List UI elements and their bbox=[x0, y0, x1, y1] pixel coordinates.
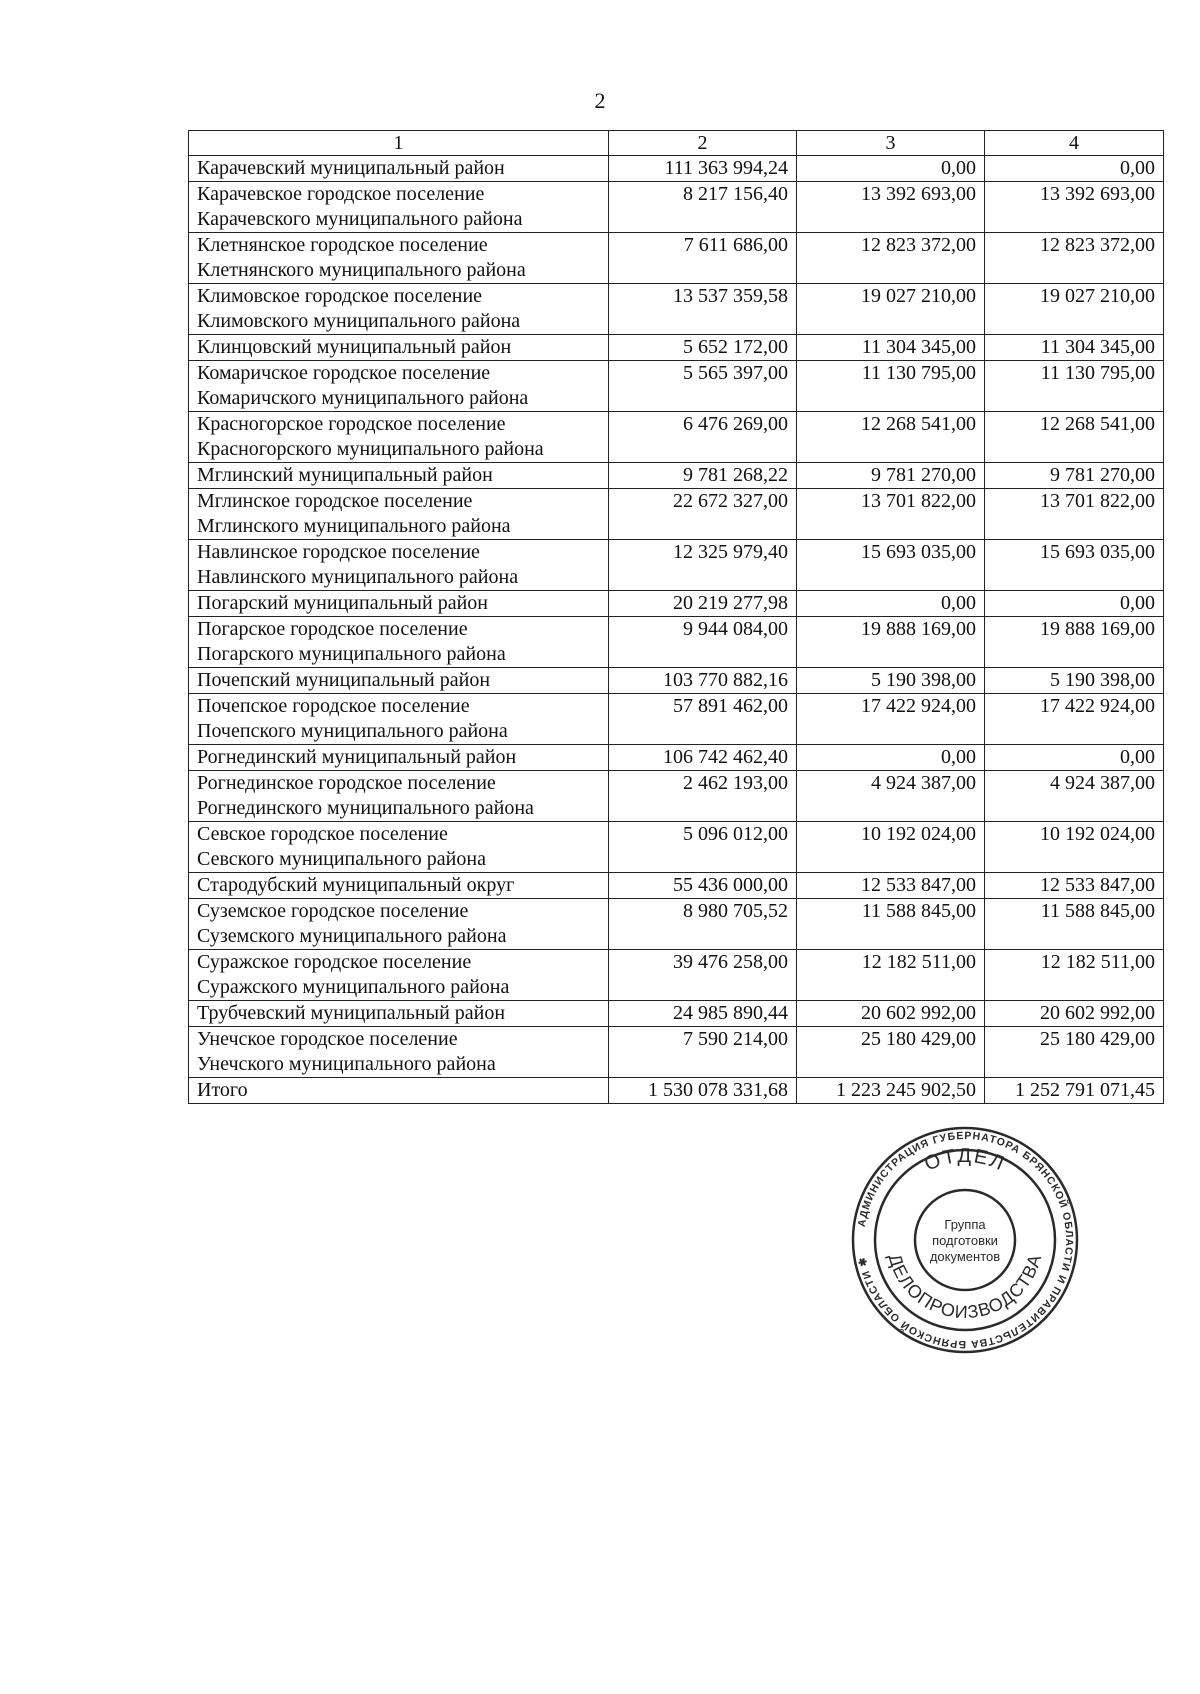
row-value-c4: 19 027 210,00 bbox=[985, 284, 1164, 335]
row-name-line: Рогнединский муниципальный район bbox=[197, 746, 517, 768]
table-row bbox=[189, 156, 1164, 182]
row-name-cell bbox=[189, 489, 609, 540]
row-name-cell bbox=[189, 694, 609, 745]
row-name-cell bbox=[189, 745, 609, 771]
row-value-c3: 10 192 024,00 bbox=[797, 822, 985, 873]
total-column-3: 1 223 245 902,50 bbox=[797, 1078, 985, 1104]
table-row bbox=[189, 1027, 1164, 1078]
row-name-line: Суражское городское поселение bbox=[197, 951, 472, 973]
stamp-department-text: ОТДЕЛ bbox=[921, 1144, 1009, 1176]
row-value-c2: 20 219 277,98 bbox=[609, 591, 797, 617]
row-name-cell bbox=[189, 463, 609, 489]
table-row bbox=[189, 771, 1164, 822]
row-value-c3: 5 190 398,00 bbox=[797, 668, 985, 694]
row-name-cell bbox=[189, 335, 609, 361]
row-value-c2: 9 944 084,00 bbox=[609, 617, 797, 668]
row-value-c4: 11 304 345,00 bbox=[985, 335, 1164, 361]
row-name-line: Карачевский муниципальный район bbox=[197, 157, 505, 179]
table-row bbox=[189, 361, 1164, 412]
row-value-c3: 0,00 bbox=[797, 745, 985, 771]
row-name-line: Климовского муниципального района bbox=[197, 310, 521, 332]
row-name-line: Рогнединского муниципального района bbox=[197, 797, 534, 819]
table-row bbox=[189, 694, 1164, 745]
table-body bbox=[189, 156, 1164, 1078]
row-name-cell bbox=[189, 668, 609, 694]
row-name-cell bbox=[189, 1001, 609, 1027]
table-row bbox=[189, 489, 1164, 540]
row-name-line: Унечского муниципального района bbox=[197, 1053, 496, 1075]
row-name-line: Рогнединское городское поселение bbox=[197, 772, 496, 794]
row-name-line: Погарский муниципальный район bbox=[197, 592, 488, 614]
row-name-cell bbox=[189, 899, 609, 950]
row-name-cell bbox=[189, 540, 609, 591]
row-name-line: Карачевского муниципального района bbox=[197, 208, 523, 230]
table-row bbox=[189, 591, 1164, 617]
row-value-c3: 12 182 511,00 bbox=[797, 950, 985, 1001]
row-name-cell bbox=[189, 771, 609, 822]
row-name-cell bbox=[189, 950, 609, 1001]
table-row bbox=[189, 540, 1164, 591]
table-row bbox=[189, 899, 1164, 950]
column-header-2: 2 bbox=[609, 131, 797, 156]
row-name-line: Навлинского муниципального района bbox=[197, 566, 519, 588]
row-name-cell bbox=[189, 822, 609, 873]
stamp-center-line-1: Группа bbox=[944, 1217, 986, 1232]
row-value-c4: 10 192 024,00 bbox=[985, 822, 1164, 873]
row-value-c3: 0,00 bbox=[797, 156, 985, 182]
table-row bbox=[189, 233, 1164, 284]
row-name-cell bbox=[189, 412, 609, 463]
row-name-line: Карачевское городское поселение bbox=[197, 183, 485, 205]
row-name-line: Комаричское городское поселение bbox=[197, 362, 491, 384]
table-row bbox=[189, 1001, 1164, 1027]
table-row bbox=[189, 463, 1164, 489]
budget-table bbox=[188, 130, 1164, 1104]
row-value-c2: 12 325 979,40 bbox=[609, 540, 797, 591]
row-value-c3: 4 924 387,00 bbox=[797, 771, 985, 822]
row-value-c4: 5 190 398,00 bbox=[985, 668, 1164, 694]
row-value-c2: 55 436 000,00 bbox=[609, 873, 797, 899]
row-name-line: Клетнянское городское поселение bbox=[197, 234, 488, 256]
row-value-c3: 12 268 541,00 bbox=[797, 412, 985, 463]
department-stamp bbox=[850, 1125, 1080, 1355]
row-name-line: Мглинский муниципальный район bbox=[197, 464, 493, 486]
row-value-c4: 12 823 372,00 bbox=[985, 233, 1164, 284]
row-name-line: Навлинское городское поселение bbox=[197, 541, 480, 563]
row-name-cell bbox=[189, 284, 609, 335]
column-header-3: 3 bbox=[797, 131, 985, 156]
row-name-line: Унечское городское поселение bbox=[197, 1028, 458, 1050]
row-name-line: Суражского муниципального района bbox=[197, 976, 510, 998]
row-name-line: Погарское городское поселение bbox=[197, 618, 468, 640]
row-name-cell bbox=[189, 591, 609, 617]
row-value-c2: 9 781 268,22 bbox=[609, 463, 797, 489]
stamp-division-text: ДЕЛОПРОИЗВОДСТВА bbox=[884, 1251, 1046, 1323]
row-value-c2: 5 096 012,00 bbox=[609, 822, 797, 873]
table-header-row bbox=[189, 131, 1164, 156]
row-value-c4: 20 602 992,00 bbox=[985, 1001, 1164, 1027]
row-value-c2: 24 985 890,44 bbox=[609, 1001, 797, 1027]
row-name-line: Климовское городское поселение bbox=[197, 285, 483, 307]
table-row bbox=[189, 822, 1164, 873]
row-value-c3: 25 180 429,00 bbox=[797, 1027, 985, 1078]
row-value-c2: 106 742 462,40 bbox=[609, 745, 797, 771]
row-value-c3: 11 304 345,00 bbox=[797, 335, 985, 361]
row-value-c4: 17 422 924,00 bbox=[985, 694, 1164, 745]
row-value-c2: 7 590 214,00 bbox=[609, 1027, 797, 1078]
row-value-c4: 4 924 387,00 bbox=[985, 771, 1164, 822]
table-row bbox=[189, 617, 1164, 668]
row-value-c4: 15 693 035,00 bbox=[985, 540, 1164, 591]
table-row bbox=[189, 284, 1164, 335]
row-name-line: Трубчевский муниципальный район bbox=[197, 1002, 506, 1024]
row-name-line: Погарского муниципального района bbox=[197, 643, 506, 665]
row-value-c3: 15 693 035,00 bbox=[797, 540, 985, 591]
row-value-c4: 19 888 169,00 bbox=[985, 617, 1164, 668]
row-value-c4: 11 130 795,00 bbox=[985, 361, 1164, 412]
row-value-c2: 6 476 269,00 bbox=[609, 412, 797, 463]
column-header-4: 4 bbox=[985, 131, 1164, 156]
row-name-line: Стародубский муниципальный округ bbox=[197, 874, 515, 896]
row-name-line: Суземское городское поселение bbox=[197, 900, 469, 922]
row-name-line: Почепского муниципального района bbox=[197, 720, 508, 742]
row-value-c2: 8 980 705,52 bbox=[609, 899, 797, 950]
svg-text:ОТДЕЛ bbox=[921, 1145, 1008, 1176]
row-name-cell bbox=[189, 1027, 609, 1078]
stamp-center-line-3: документов bbox=[929, 1249, 1001, 1264]
row-name-line: Почепское городское поселение bbox=[197, 695, 470, 717]
row-value-c3: 13 701 822,00 bbox=[797, 489, 985, 540]
row-name-line: Красногорского муниципального района bbox=[197, 438, 544, 460]
total-column-2: 1 530 078 331,68 bbox=[609, 1078, 797, 1104]
row-value-c3: 9 781 270,00 bbox=[797, 463, 985, 489]
row-value-c3: 11 130 795,00 bbox=[797, 361, 985, 412]
row-value-c4: 25 180 429,00 bbox=[985, 1027, 1164, 1078]
total-row bbox=[189, 1078, 1164, 1104]
row-value-c2: 103 770 882,16 bbox=[609, 668, 797, 694]
row-name-line: Севского муниципального района bbox=[197, 848, 486, 870]
row-value-c2: 39 476 258,00 bbox=[609, 950, 797, 1001]
row-value-c3: 17 422 924,00 bbox=[797, 694, 985, 745]
row-name-line: Клетнянского муниципального района bbox=[197, 259, 526, 281]
row-name-line: Комаричского муниципального района bbox=[197, 387, 529, 409]
total-label: Итого bbox=[189, 1078, 609, 1104]
row-name-line: Почепский муниципальный район bbox=[197, 669, 491, 691]
row-name-cell bbox=[189, 182, 609, 233]
row-name-cell bbox=[189, 233, 609, 284]
row-name-line: Суземского муниципального района bbox=[197, 925, 507, 947]
row-name-cell bbox=[189, 156, 609, 182]
row-value-c2: 13 537 359,58 bbox=[609, 284, 797, 335]
row-value-c3: 13 392 693,00 bbox=[797, 182, 985, 233]
row-value-c4: 13 392 693,00 bbox=[985, 182, 1164, 233]
table-row bbox=[189, 412, 1164, 463]
row-name-cell bbox=[189, 873, 609, 899]
row-value-c3: 11 588 845,00 bbox=[797, 899, 985, 950]
row-value-c4: 11 588 845,00 bbox=[985, 899, 1164, 950]
row-name-cell bbox=[189, 617, 609, 668]
row-name-line: Клинцовский муниципальный район bbox=[197, 336, 512, 358]
table-row bbox=[189, 745, 1164, 771]
row-value-c3: 12 823 372,00 bbox=[797, 233, 985, 284]
row-name-line: Мглинского муниципального района bbox=[197, 515, 511, 537]
row-value-c2: 5 565 397,00 bbox=[609, 361, 797, 412]
row-value-c4: 13 701 822,00 bbox=[985, 489, 1164, 540]
row-value-c2: 22 672 327,00 bbox=[609, 489, 797, 540]
row-value-c3: 20 602 992,00 bbox=[797, 1001, 985, 1027]
row-value-c2: 111 363 994,24 bbox=[609, 156, 797, 182]
table-row bbox=[189, 950, 1164, 1001]
table-row bbox=[189, 335, 1164, 361]
row-value-c4: 0,00 bbox=[985, 745, 1164, 771]
row-value-c3: 19 027 210,00 bbox=[797, 284, 985, 335]
row-value-c4: 12 533 847,00 bbox=[985, 873, 1164, 899]
table-row bbox=[189, 873, 1164, 899]
row-value-c4: 0,00 bbox=[985, 591, 1164, 617]
row-value-c4: 0,00 bbox=[985, 156, 1164, 182]
row-value-c2: 57 891 462,00 bbox=[609, 694, 797, 745]
row-value-c2: 8 217 156,40 bbox=[609, 182, 797, 233]
row-value-c4: 12 182 511,00 bbox=[985, 950, 1164, 1001]
row-name-line: Севское городское поселение bbox=[197, 823, 448, 845]
row-name-line: Красногорское городское поселение bbox=[197, 413, 506, 435]
row-value-c3: 19 888 169,00 bbox=[797, 617, 985, 668]
page-number: 2 bbox=[594, 88, 606, 113]
stamp-outer-text: АДМИНИСТРАЦИЯ ГУБЕРНАТОРА БРЯНСКОЙ ОБЛАСТИ И ПРАВИТЕЛЬСТВА БРЯНСКОЙ ОБЛАСТИ ✱ bbox=[855, 1129, 1076, 1351]
row-value-c2: 5 652 172,00 bbox=[609, 335, 797, 361]
stamp-center-line-2: подготовки bbox=[932, 1233, 998, 1248]
row-value-c3: 0,00 bbox=[797, 591, 985, 617]
row-value-c2: 7 611 686,00 bbox=[609, 233, 797, 284]
table-row bbox=[189, 182, 1164, 233]
row-value-c4: 9 781 270,00 bbox=[985, 463, 1164, 489]
row-name-line: Мглинское городское поселение bbox=[197, 490, 473, 512]
row-name-cell bbox=[189, 361, 609, 412]
table-row bbox=[189, 668, 1164, 694]
total-column-4: 1 252 791 071,45 bbox=[985, 1078, 1164, 1104]
column-header-1: 1 bbox=[189, 131, 609, 156]
row-value-c2: 2 462 193,00 bbox=[609, 771, 797, 822]
row-value-c4: 12 268 541,00 bbox=[985, 412, 1164, 463]
row-value-c3: 12 533 847,00 bbox=[797, 873, 985, 899]
